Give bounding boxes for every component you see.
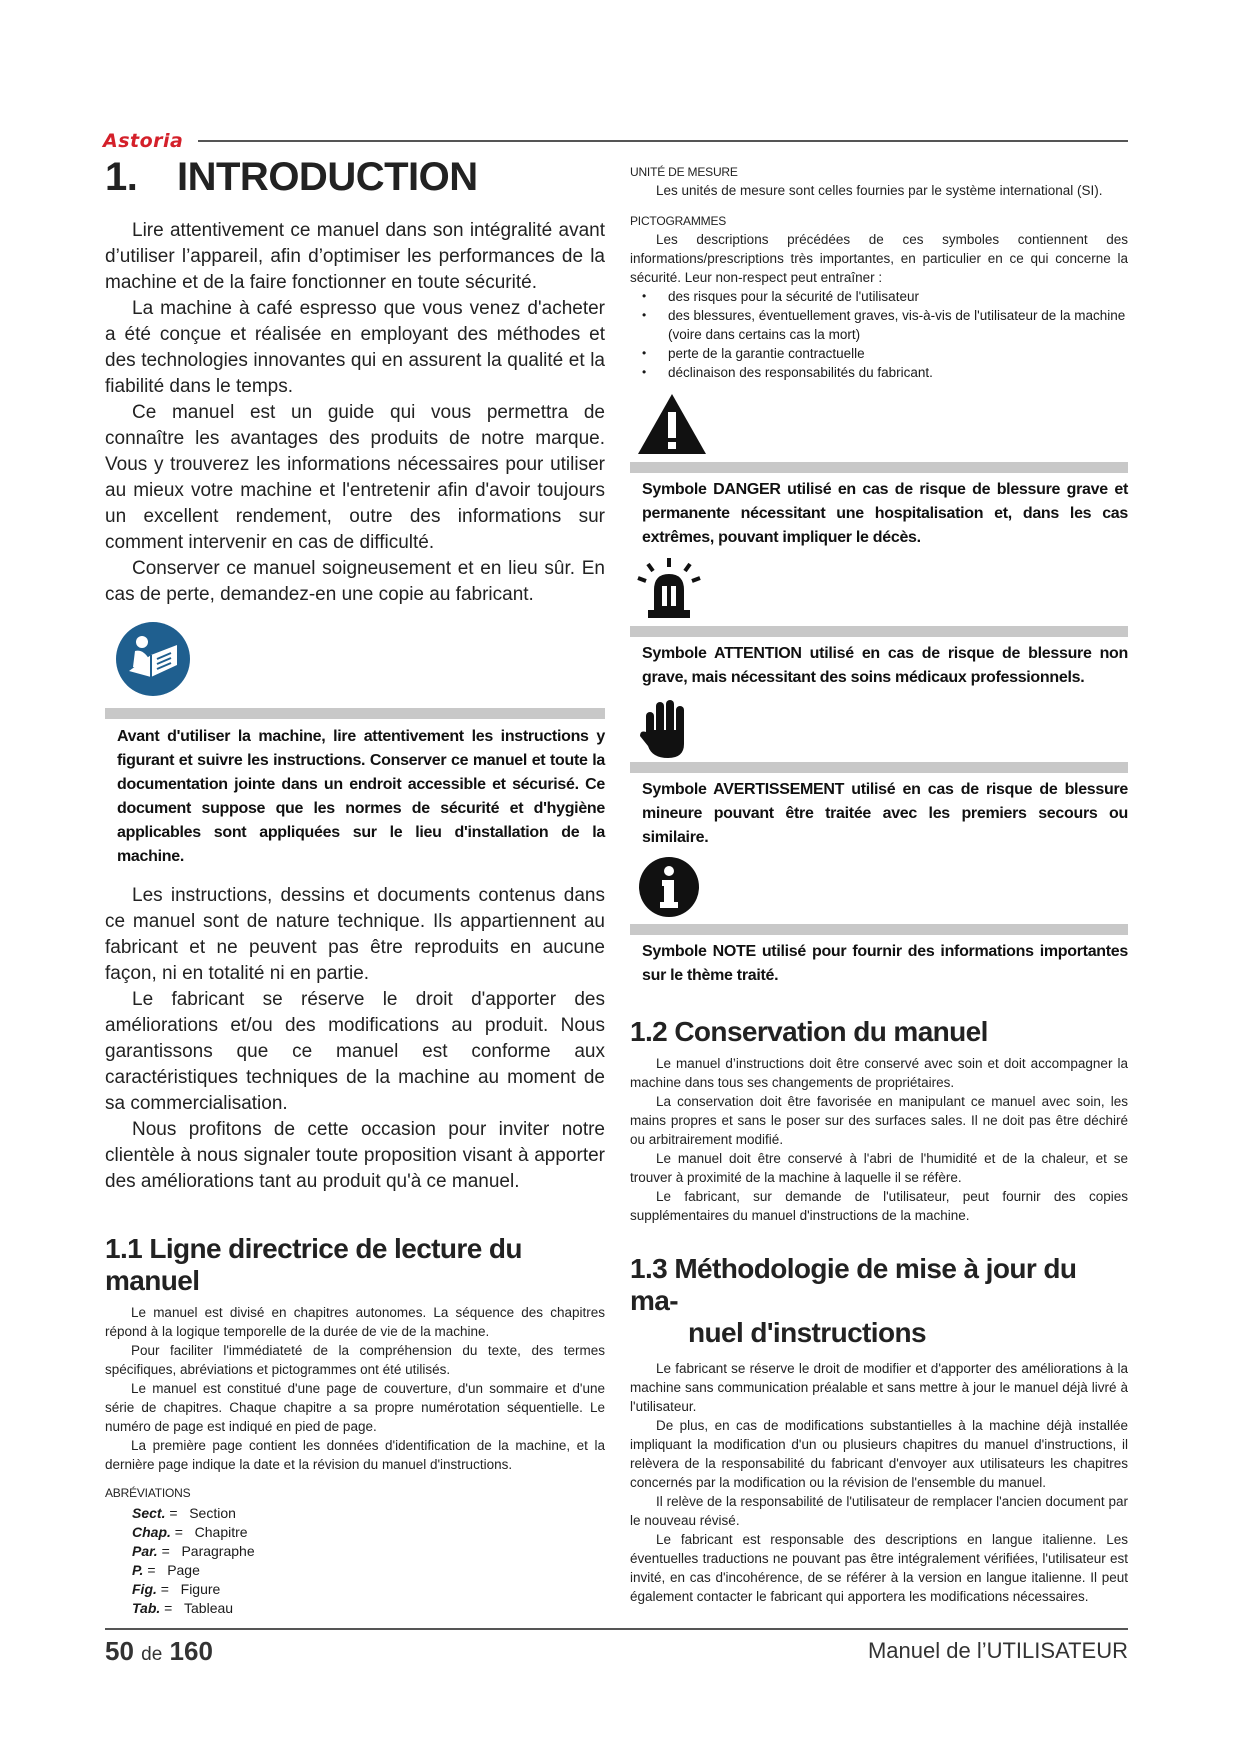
body-paragraph: Le fabricant se réserve le droit de modifier et d'apporter des améliorations à la machine sans communication préalable et sans mettre à jour le manuel déjà livré à l'utilisateur. [630, 1361, 1128, 1414]
warning-description: Symbole AVERTISSEMENT utilisé en cas de risque de blessure mineure pouvant être traitée avec les premiers secours ou similaire. [642, 781, 1128, 846]
danger-description: Symbole DANGER utilisé en cas de risque de blessure grave et permanente nécessitant une hospitalisation et, dans les cas extrêmes, pouvant impliquer le décès. [642, 481, 1128, 546]
body-paragraph: Le manuel doit être conservé à l'abri de l'humidité et de la chaleur, et se trouver à proximité de la machine à laquelle il se réfère. [630, 1151, 1128, 1185]
units-heading: UNITÉ DE MESURE [630, 165, 738, 179]
units-text: Les unités de mesure sont celles fournies par le système international (SI). [656, 183, 1103, 198]
abbreviations-heading: ABRÉVIATIONS [105, 1486, 191, 1500]
warning-icon-area [630, 694, 1128, 760]
abbreviation-item: P. = Page [132, 1562, 200, 1578]
gray-bar [630, 626, 1128, 637]
attention-description: Symbole ATTENTION utilisé en cas de risque de blessure non grave, mais nécessitant des soins médicaux professionnels. [642, 645, 1128, 686]
risk-list [630, 287, 1128, 382]
left-column [105, 155, 605, 1618]
pictograms-heading: PICTOGRAMMES [630, 214, 727, 228]
body-paragraph: Le fabricant est responsable des descriptions en langue italienne. Les éventuelles traductions ne pouvant pas être intégralement vérifiées, l'utilisateur est invité, en cas d'incohérence, de se référer à la version en langue italienne. Il peut également contacter le fabricant qui apportera les modifications nécessaires. [630, 1532, 1128, 1604]
intro-paragraph: La machine à café espresso que vous venez d'acheter a été conçue et réalisée en employant des méthodes et des technologies innovantes qui en assurent la qualité et la fiabilité dans le temps. [105, 298, 605, 397]
danger-triangle-icon [636, 392, 708, 456]
body-paragraph: Le fabricant, sur demande de l'utilisateur, peut fournir des copies supplémentaires du manuel d'instructions de la machine. [630, 1189, 1128, 1223]
intro-paragraph: Ce manuel est un guide qui vous permettra de connaître les avantages des produits de notre marque. Vous y trouverez les informations nécessaires pour utiliser au mieux votre machine et l'entretenir afin d'avoir toujours un excellent rendement, outre des informations sur comment intervenir en cas de difficulté. [105, 402, 605, 553]
gray-bar [630, 462, 1128, 473]
body-paragraph: Le manuel est constitué d'une page de couverture, d'un sommaire et d'une série de chapitres. Chaque chapitre a sa propre numérotation séquentielle. Le numéro de page est indiqué en pied de page. [105, 1381, 605, 1434]
section-heading-1-3: 1.3 Méthodologie de mise à jour du ma- nuel d'instructions [630, 1253, 1077, 1348]
body-paragraph: Il relève de la responsabilité de l'utilisateur de remplacer l'ancien document par le nouveau révisé. [630, 1494, 1128, 1528]
alarm-light-icon [634, 556, 704, 626]
read-manual-icon [115, 621, 191, 697]
abbreviation-item: Fig. = Figure [132, 1581, 221, 1597]
body-paragraph: Nous profitons de cette occasion pour inviter notre clientèle à nous signaler toute proposition visant à apporter des améliorations tant au produit qu'à ce manuel. [105, 1119, 605, 1192]
page-number: 50 de 160 [105, 1636, 213, 1666]
body-paragraph: Le fabricant se réserve le droit d'apporter des améliorations et/ou des modifications au produit. Nous garantissons que ce manuel est conforme aux caractéristiques techniques de la machine au moment de sa commercialisation. [105, 989, 605, 1114]
gray-bar [630, 924, 1128, 935]
read-manual-notice: Avant d'utiliser la machine, lire attentivement les instructions y figurant et suivre les instructions. Conserver ce manuel et toute la documentation jointe dans un endroit accessible et sécurisé. Ce document suppose que les normes de sécurité et d'hygiène applicables sont appliquées sur le lieu d'installation de la machine. [117, 728, 605, 865]
header-rule [198, 140, 1128, 142]
body-paragraph: Le manuel d’instructions doit être conservé avec soin et doit accompagner la machine dans tous ses changements de propriétaires. [630, 1056, 1128, 1090]
footer-rule [105, 1628, 1128, 1630]
right-column [630, 165, 1128, 1606]
read-manual-icon-area [105, 618, 605, 702]
manual-title: Manuel de l’UTILISATEUR [867, 1638, 1128, 1663]
body-paragraph: Les instructions, dessins et documents contenus dans ce manuel sont de nature technique. Ils appartiennent au fabricant et ne peuvent pas être reproduits en aucune façon, ni en totalité ni en partie. [105, 885, 605, 984]
list-item: • des blessures, éventuellement graves, vis-à-vis de l'utilisateur de la machine (voire dans certains cas la mort) [660, 306, 1128, 344]
abbreviation-item: Par. = Paragraphe [132, 1543, 255, 1559]
list-item: • déclinaison des responsabilités du fabricant. [660, 363, 1128, 382]
pictograms-text: Les descriptions précédées de ces symboles contiennent des informations/prescriptions très importantes, en particulier en ce qui concerne la sécurité. Leur non-respect peut entraîner : [630, 232, 1128, 285]
body-paragraph: Le manuel est divisé en chapitres autonomes. La séquence des chapitres répond à la logique temporelle de la durée de vie de la machine. [105, 1305, 605, 1339]
list-item: • des risques pour la sécurité de l'utilisateur [660, 287, 1128, 306]
gray-bar [105, 708, 605, 719]
intro-paragraph: Conserver ce manuel soigneusement et en lieu sûr. En cas de perte, demandez-en une copie au fabricant. [105, 558, 605, 605]
note-description: Symbole NOTE utilisé pour fournir des informations importantes sur le thème traité. [642, 943, 1128, 984]
intro-paragraph: Lire attentivement ce manuel dans son intégralité avant d’utiliser l’appareil, afin d’optimiser les performances de la machine et de la faire fonctionner en toute sécurité. [105, 220, 605, 293]
section-heading-1-2: 1.2 Conservation du manuel [630, 1016, 988, 1047]
note-icon-area [630, 854, 1128, 920]
body-paragraph: La conservation doit être favorisée en manipulant ce manuel avec soin, les mains propres et sans le poser sur des surfaces sales. Il ne doit pas être déchiré ou arbitrairement modifié. [630, 1094, 1128, 1147]
body-paragraph: Pour faciliter l'immédiateté de la compréhension du texte, des termes spécifiques, abréviations et pictogrammes ont été utilisés. [105, 1343, 605, 1377]
body-paragraph: La première page contient les données d'identification de la machine, et la dernière page indique la date et la révision du manuel d'instructions. [105, 1438, 605, 1472]
gray-bar [630, 762, 1128, 773]
abbreviation-item: Sect. = Section [132, 1505, 236, 1521]
abbreviation-item: Tab. = Tableau [132, 1600, 234, 1616]
body-paragraph: De plus, en cas de modifications substantielles à la machine déjà installée impliquant la modification d'un ou plusieurs chapitres du manuel d'instructions, il relèvera de la responsabilité du fabricant d'envoyer aux utilisateurs les chapitres concernés par la modification ou la révision de l'ensemble du manuel. [630, 1418, 1128, 1490]
chapter-title: 1. INTRODUCTION [105, 155, 478, 199]
list-item: • perte de la garantie contractuelle [660, 344, 1128, 363]
abbreviation-item: Chap. = Chapitre [132, 1524, 248, 1540]
abbreviations-list [132, 1504, 605, 1618]
stop-hand-icon [638, 696, 694, 760]
info-icon [638, 856, 700, 918]
section-heading-1-1: 1.1 Ligne directrice de lecture du manuel [105, 1233, 522, 1296]
attention-icon-area [630, 554, 1128, 624]
danger-icon-area [630, 386, 1128, 458]
brand-logo: Astoria [103, 130, 184, 152]
